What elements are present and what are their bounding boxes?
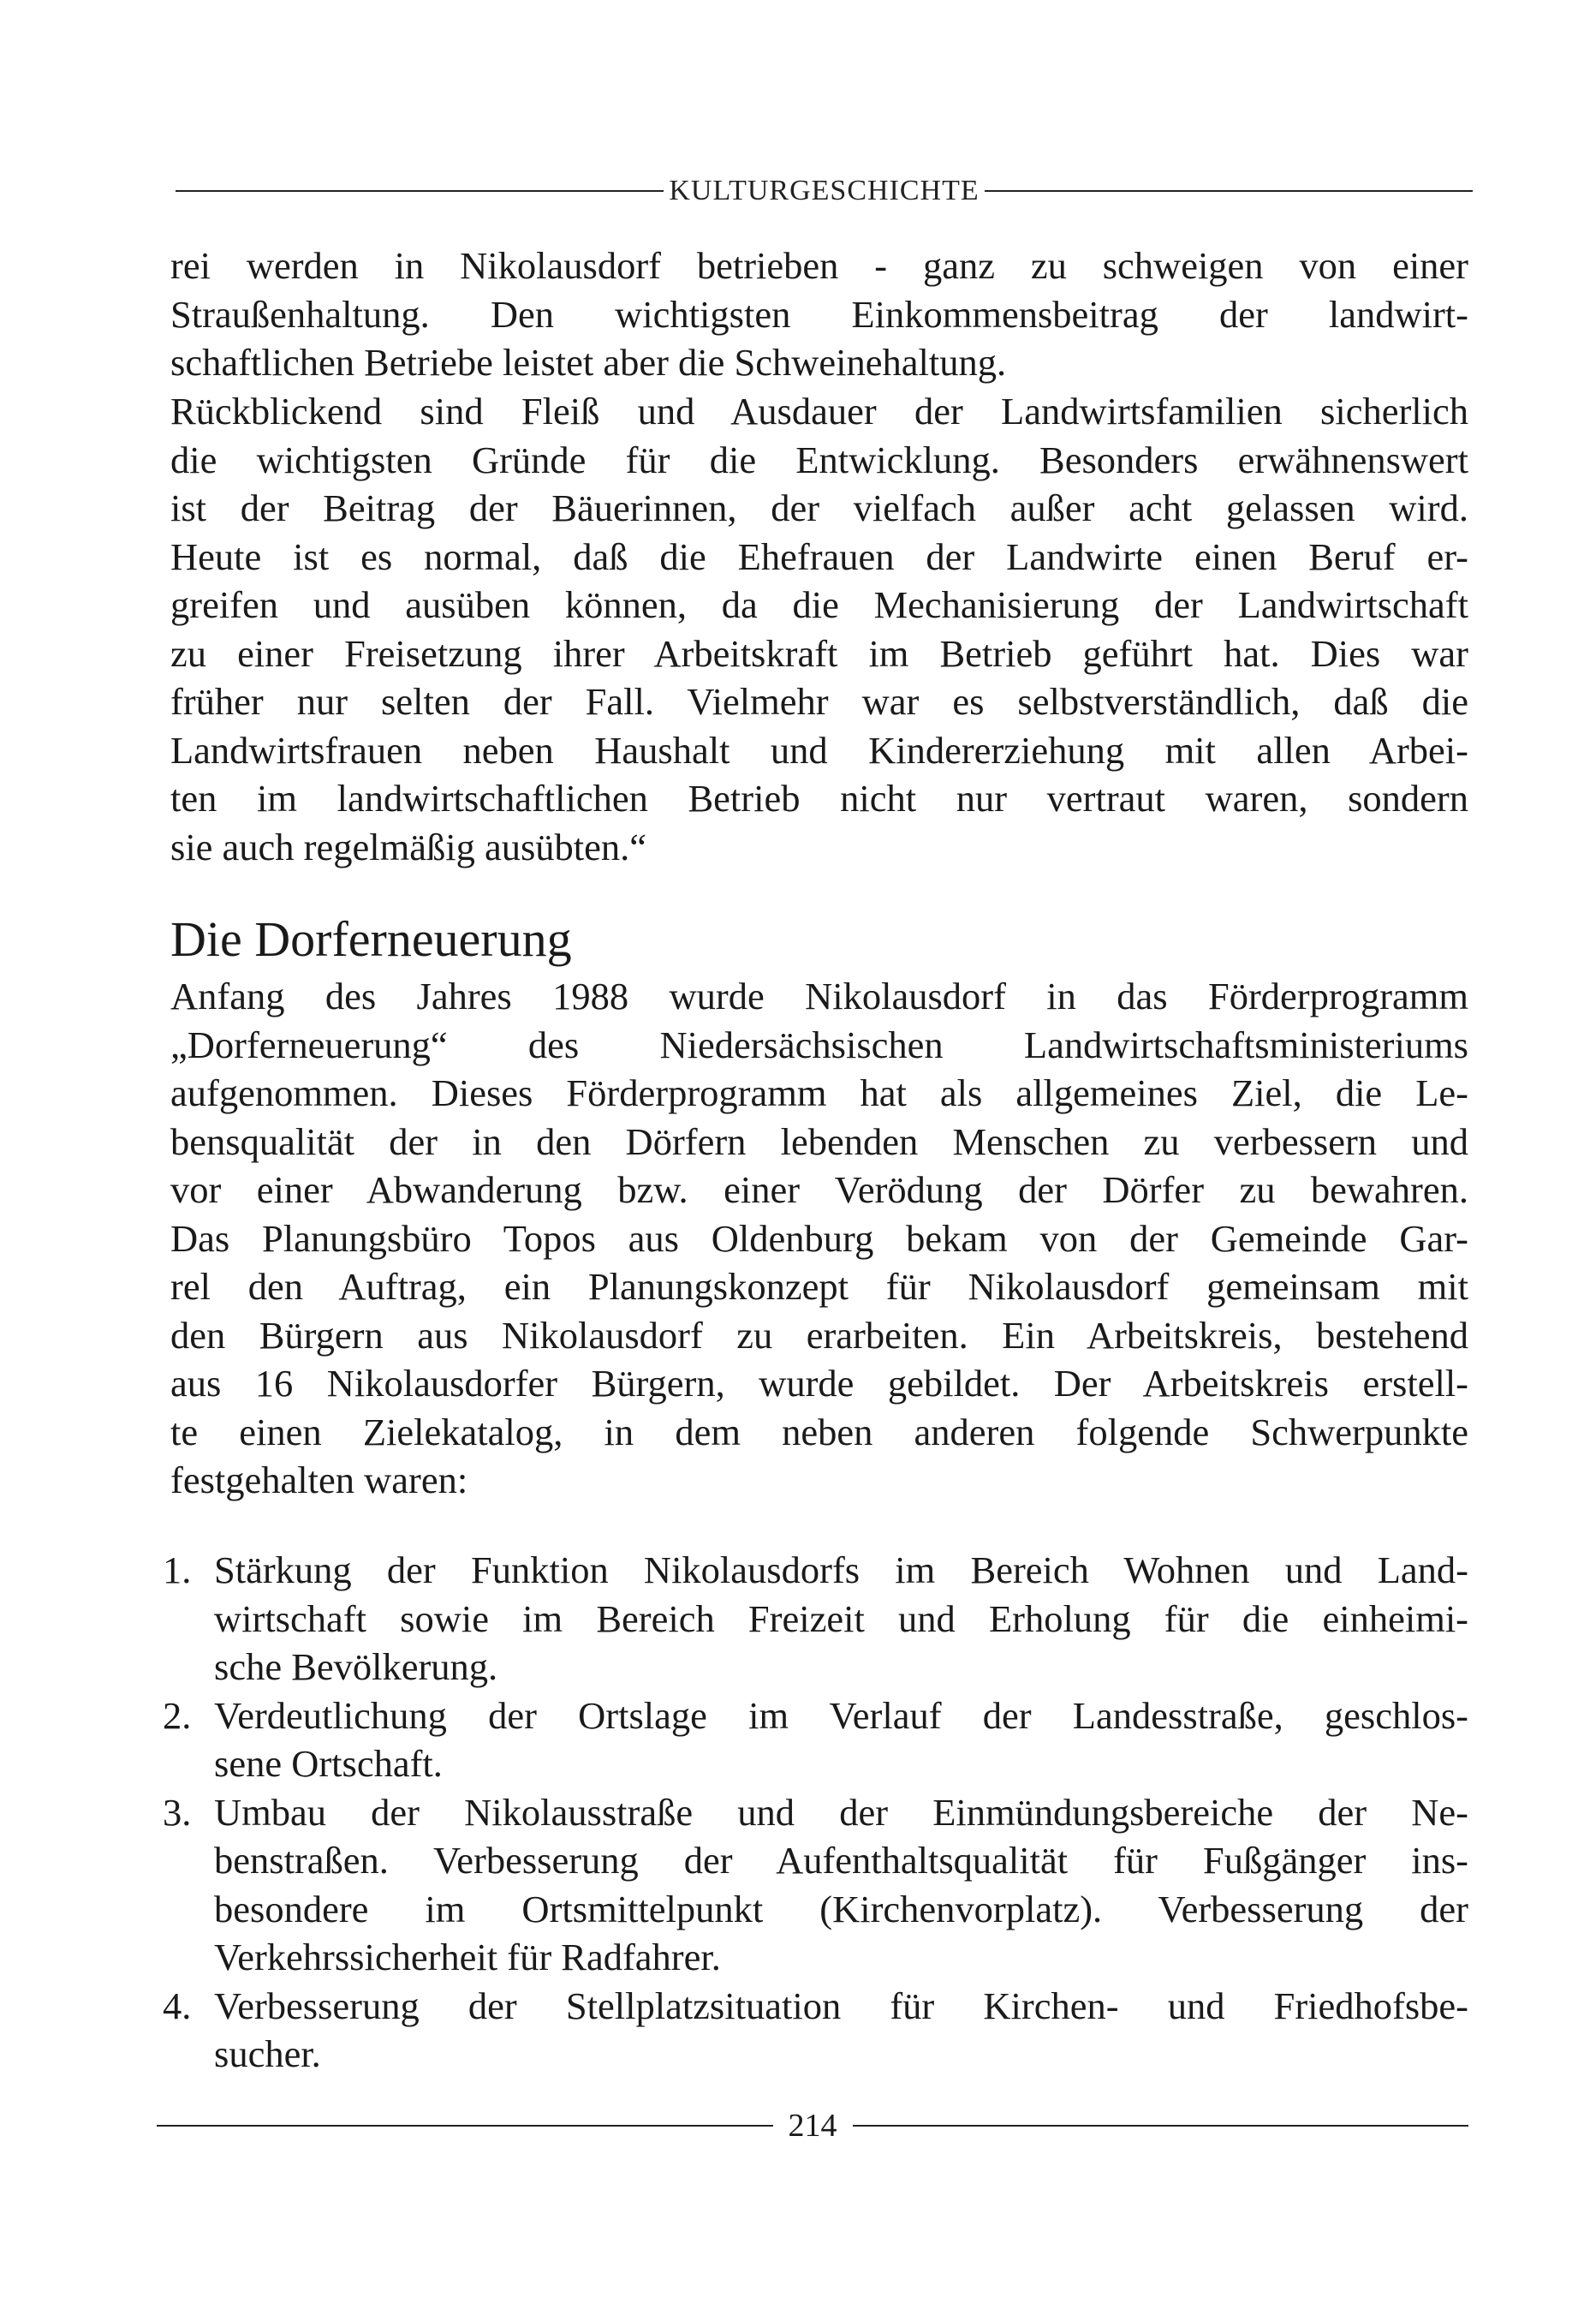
header-rule-left [176,190,664,192]
list-item [163,1691,1468,1788]
text-line: sene Ortschaft. [214,1742,443,1785]
text-line: Heute ist es normal, daß die Ehefrauen der Landwirte einen Beruf er- [170,534,1468,578]
text-line: besondere im Ortsmittelpunkt (Kirchenvorplatz). Verbesserung der [214,1887,1468,1930]
running-header-title: KULTURGESCHICHTE [669,175,980,206]
text-line: wirtschaft sowie im Bereich Freizeit und Erholung für die einheimi- [214,1596,1468,1640]
list-item-text [214,1546,1468,1691]
text-line: rei werden in Nikolausdorf betrieben - ganz zu schweigen von einer [170,244,1468,287]
page-number: 214 [788,2108,837,2144]
text-line: Landwirtsfrauen neben Haushalt und Kindererziehung mit allen Arbei- [170,728,1468,772]
page-footer [157,2104,1468,2147]
text-line: sie auch regelmäßig ausübten.“ [170,825,647,868]
list-item-number: 2. [163,1693,192,1737]
text-line: Verbesserung der Stellplatzsituation für Kirchen- und Friedhofsbe- [214,1984,1468,2027]
list-item-number: 1. [163,1548,192,1591]
text-line: aus 16 Nikolausdorfer Bürgern, wurde gebildet. Der Arbeitskreis erstell- [170,1362,1468,1405]
paragraph-1 [170,242,1468,387]
text-line: schaftlichen Betriebe leistet aber die Schweinehaltung. [170,341,1007,384]
text-line: aufgenommen. Dieses Förderprogramm hat als allgemeines Ziel, die Le- [170,1071,1468,1114]
text-line: ten im landwirtschaftlichen Betrieb nicht nur vertraut waren, sondern [170,777,1468,820]
list-item [163,1546,1468,1691]
list-item-text [214,1982,1468,2079]
text-line: Verkehrssicherheit für Radfahrer. [214,1936,721,1978]
list-item-text [214,1788,1468,1982]
text-line: sucher. [214,2032,321,2075]
text-line: früher nur selten der Fall. Vielmehr war es selbstverständlich, daß die [170,680,1468,723]
text-line: te einen Zielekatalog, in dem neben anderen folgende Schwerpunkte [170,1410,1468,1453]
text-line: benstraßen. Verbesserung der Aufenthaltsqualität für Fußgänger ins- [214,1839,1468,1882]
text-line: rel den Auftrag, ein Planungskonzept für Nikolausdorf gemeinsam mit [170,1265,1468,1308]
text-line: zu einer Freisetzung ihrer Arbeitskraft im Betrieb geführt hat. Dies war [170,631,1468,675]
text-line: bensqualität der in den Dörfern lebenden Menschen zu verbessern und [170,1119,1468,1163]
list-item [163,1982,1468,2079]
text-line: Stärkung der Funktion Nikolausdorfs im Bereich Wohnen und Land- [214,1548,1468,1591]
text-line: vor einer Abwanderung bzw. einer Verödung der Dörfer zu bewahren. [170,1168,1468,1211]
text-line: Umbau der Nikolausstraße und der Einmündungsbereiche der Ne- [214,1790,1468,1834]
list-item-text [214,1691,1468,1788]
list-item-number: 3. [163,1790,192,1834]
text-line: festgehalten waren: [170,1459,468,1501]
footer-rule-left [157,2125,773,2127]
paragraph-2 [170,387,1468,871]
section-heading: Die Dorferneuerung [170,911,572,967]
text-line: Verdeutlichung der Ortslage im Verlauf der Landesstraße, geschlos- [214,1693,1468,1737]
text-line: Das Planungsbüro Topos aus Oldenburg bekam von der Gemeinde Gar- [170,1216,1468,1260]
paragraph-3 [170,972,1468,1505]
text-line: „Dorferneuerung“ des Niedersächsischen Landwirtschaftsministeriums [170,1023,1468,1066]
text-line: den Bürgern aus Nikolausdorf zu erarbeiten. Ein Arbeitskreis, bestehend [170,1313,1468,1357]
running-header [176,170,1473,212]
objectives-list [163,1546,1468,2079]
text-line: die wichtigsten Gründe für die Entwicklung. Besonders erwähnenswert [170,438,1468,481]
header-rule-right [985,190,1473,192]
text-line: greifen und ausüben können, da die Mechanisierung der Landwirtschaft [170,583,1468,626]
list-item-number: 4. [163,1984,192,2027]
text-line: Straußenhaltung. Den wichtigsten Einkommensbeitrag der landwirt- [170,292,1468,336]
list-item [163,1788,1468,1982]
text-line: sche Bevölkerung. [214,1645,498,1688]
text-line: Anfang des Jahres 1988 wurde Nikolausdorf in das Förderprogramm [170,975,1468,1017]
text-line: ist der Beitrag der Bäuerinnen, der vielfach außer acht gelassen wird. [170,486,1468,529]
footer-rule-right [853,2125,1469,2127]
text-line: Rückblickend sind Fleiß und Ausdauer der Landwirtsfamilien sicherlich [170,390,1468,433]
